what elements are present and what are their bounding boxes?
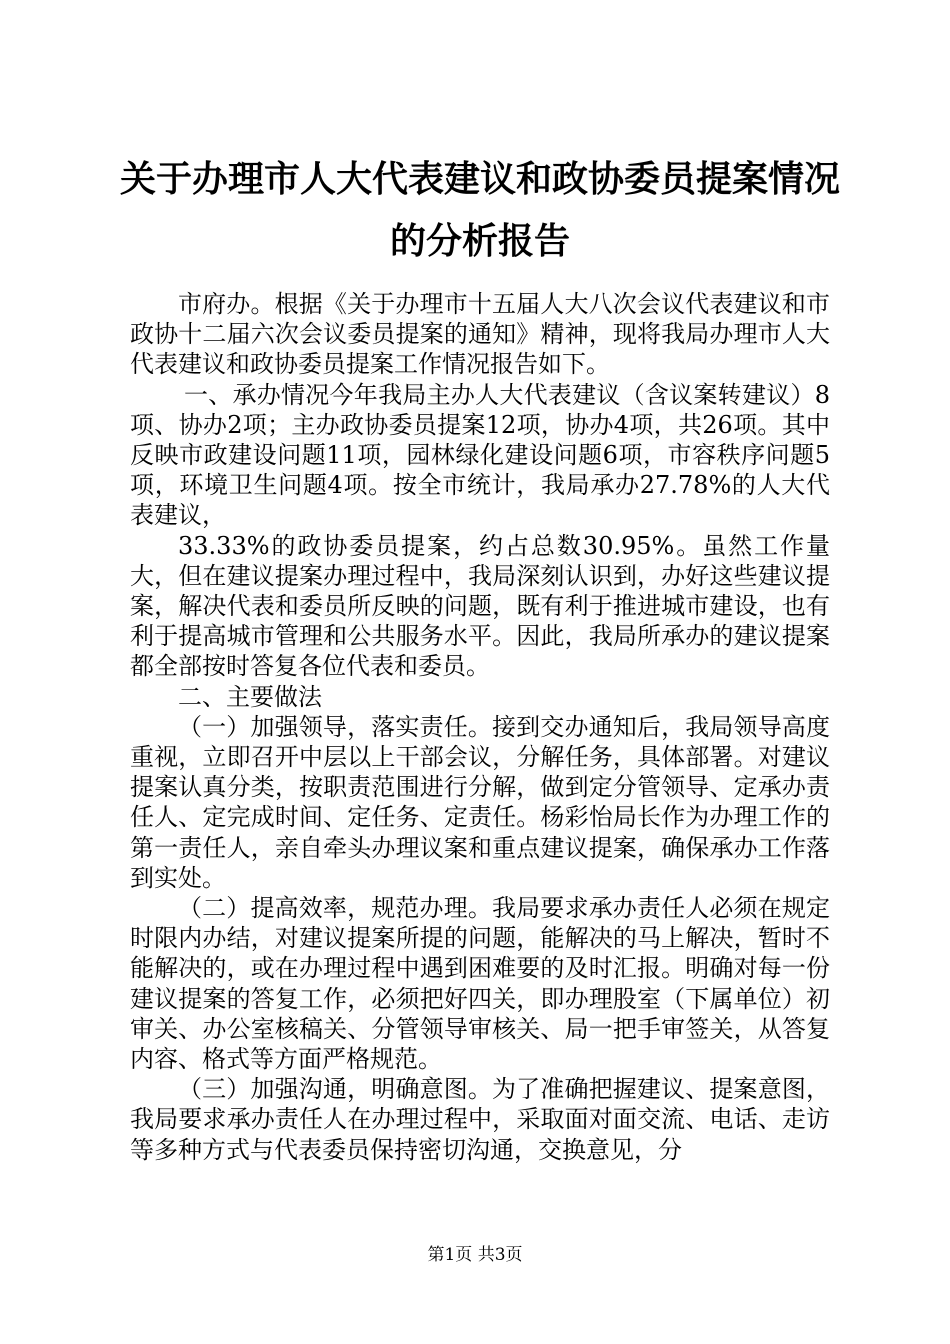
- paragraph-intro: 市府办。根据《关于办理市十五届人大八次会议代表建议和市政协十二届六次会议委员提案的通知》精神，现将我局办理市人大代表建议和政协委员提案工作情况报告如下。: [130, 290, 830, 379]
- paragraph-subsection-2: （二）提高效率，规范办理。我局要求承办责任人必须在规定时限内办结，对建议提案所提的问题，能解决的马上解决，暂时不能解决的，或在办理过程中遇到困难要的及时汇报。明确对每一份建议提案的答复工作，必须把好四关，即办理股室（下属单位）初审关、办公室核稿关、分管领导审核关、局一把手审签关，从答复内容、格式等方面严格规范。: [130, 894, 830, 1074]
- page-footer: 第1页 共3页: [427, 1245, 523, 1265]
- paragraph-section-1: 一、承办情况今年我局主办人大代表建议（含议案转建议）8项、协办2项；主办政协委员提案12项，协办4项，共26项。其中反映市政建设问题11项，园林绿化建设问题6项，市容秩序问题5项，环境卫生问题4项。按全市统计，我局承办27.78%的人大代表建议，: [130, 380, 830, 530]
- paragraph-subsection-1: （一）加强领导，落实责任。接到交办通知后，我局领导高度重视，立即召开中层以上干部会议，分解任务，具体部署。对建议提案认真分类，按职责范围进行分解，做到定分管领导、定承办责任人、定完成时间、定任务、定责任。杨彩怡局长作为办理工作的第一责任人，亲自牵头办理议案和重点建议提案，确保承办工作落到实处。: [130, 712, 830, 892]
- document-title-line-2: 的分析报告: [389, 221, 570, 262]
- document-body: [130, 289, 830, 1165]
- paragraph-subsection-3: （三）加强沟通，明确意图。为了准确把握建议、提案意图，我局要求承办责任人在办理过程中，采取面对面交流、电话、走访等多种方式与代表委员保持密切沟通，交换意见，分: [130, 1075, 830, 1164]
- paragraph-section-1-continued: 33.33%的政协委员提案，约占总数30.95%。虽然工作量大，但在建议提案办理过程中，我局深刻认识到，办好这些建议提案，解决代表和委员所反映的问题，既有利于推进城市建设，也有利于提高城市管理和公共服务水平。因此，我局所承办的建议提案都全部按时答复各位代表和委员。: [130, 531, 830, 681]
- section-heading-2: 二、主要做法: [178, 682, 322, 711]
- document-title-line-1: 关于办理市人大代表建议和政协委员提案情况: [119, 159, 840, 200]
